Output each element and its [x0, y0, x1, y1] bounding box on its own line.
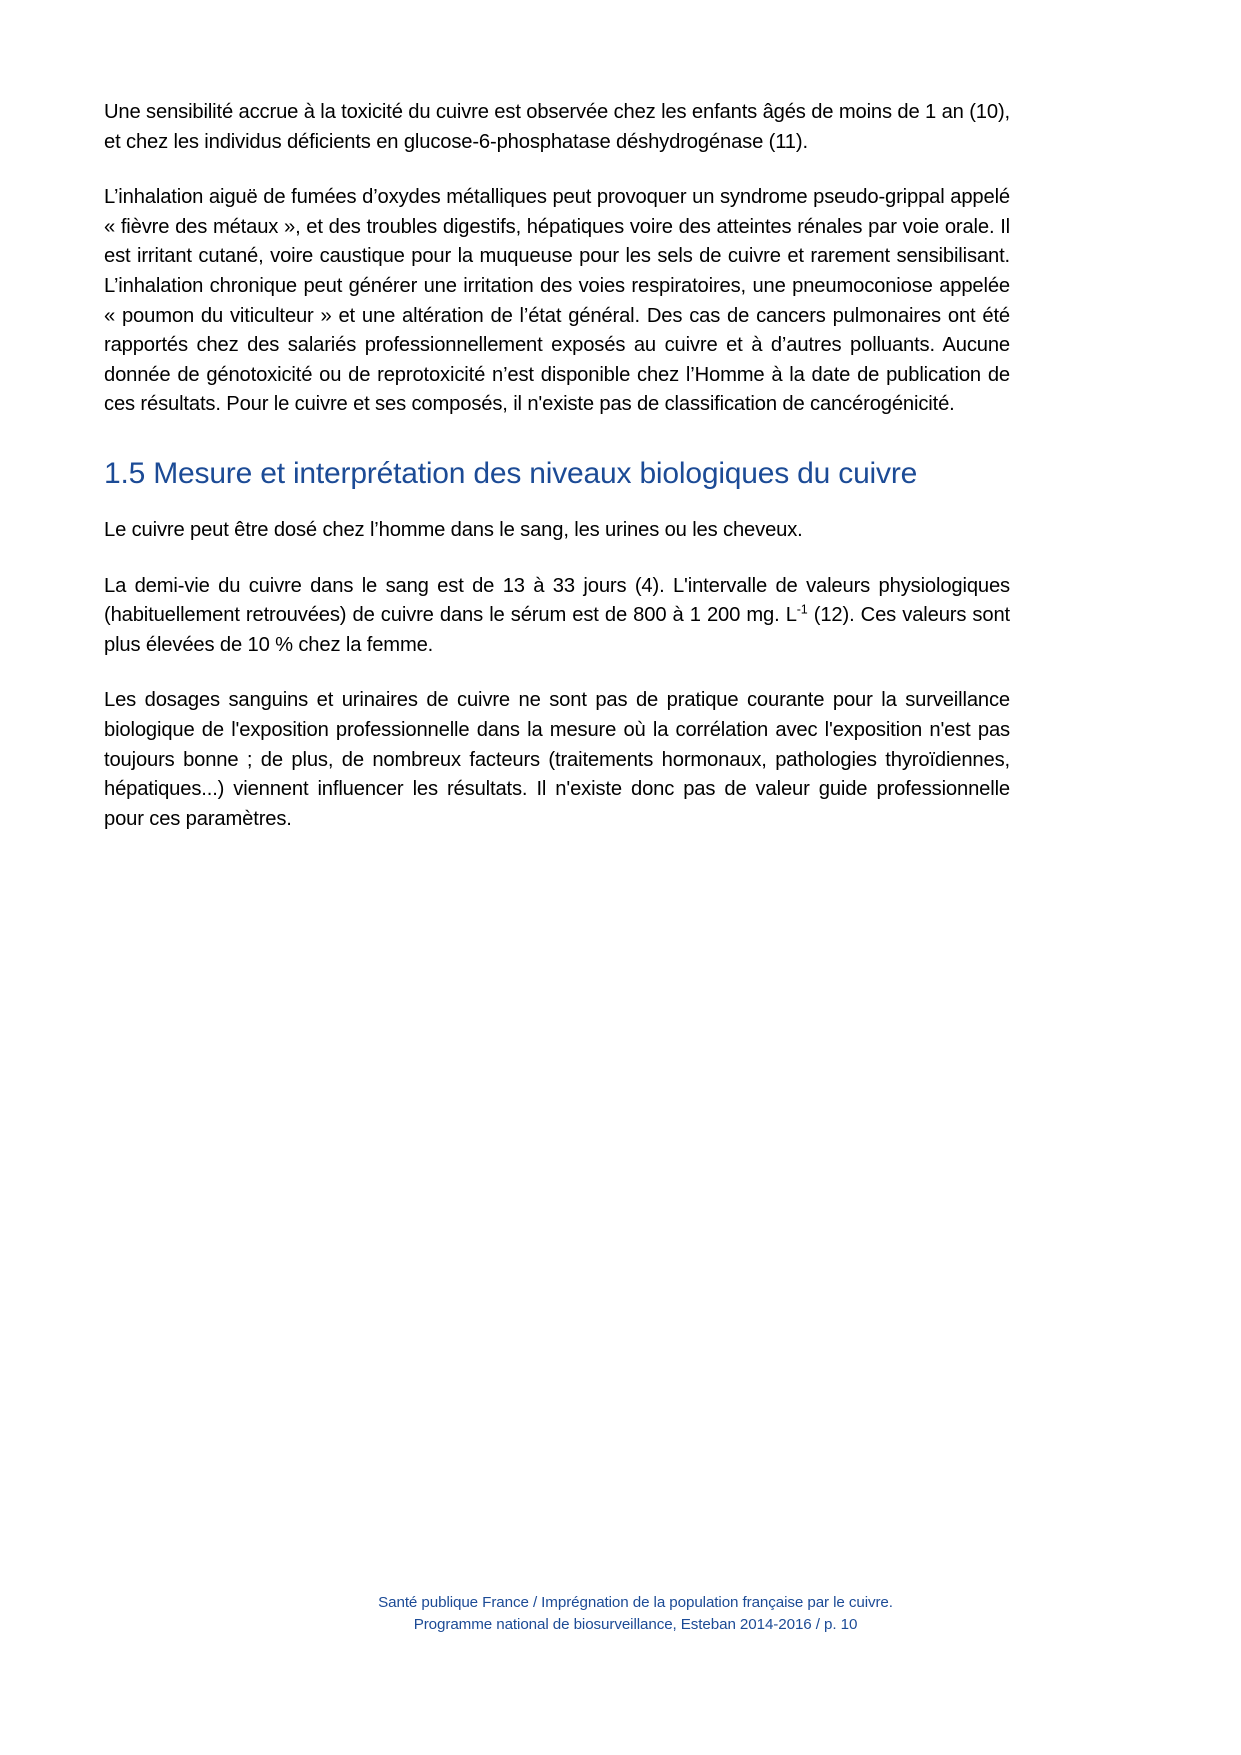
paragraph-sensibilite: Une sensibilité accrue à la toxicité du cuivre est observée chez les enfants âgés de moins de 1 an (10), et chez les individus déficients en glucose-6-phosphatase déshydrogénase (11).: [104, 101, 1010, 153]
footer-line-2: Programme national de biosurveillance, Esteban 2014-2016 / p. 10: [413, 1615, 858, 1633]
section-heading-1-5: 1.5 Mesure et interprétation des niveaux biologiques du cuivre: [104, 456, 918, 490]
paragraph-dosages-sanguins: Les dosages sanguins et urinaires de cuivre ne sont pas de pratique courante pour la surveillance biologique de l'exposition professionnelle dans la mesure où la corrélation avec l'exposition n'est pas toujours bonne ; de plus, de nombreux facteurs (traitements hormonaux, pathologies thyroïdiennes, hépatiques...) viennent influencer les résultats. Il n'existe donc pas de valeur guide professionnelle pour ces paramètres.: [104, 689, 1010, 830]
paragraph-demi-vie-text-after: (12). Ces valeurs sont plus élevées de 10 % chez la femme.: [104, 604, 1010, 656]
paragraph-inhalation: L’inhalation aiguë de fumées d’oxydes métalliques peut provoquer un syndrome pseudo-grippal appelé « fièvre des métaux », et des troubles digestifs, hépatiques voire des atteintes rénales par voie orale. Il est irritant cutané, voire caustique pour la muqueuse pour les sels de cuivre et rarement sensibilisant. L’inhalation chronique peut générer une irritation des voies respiratoires, une pneumoconiose appelée « poumon du viticulteur » et une altération de l’état général. Des cas de cancers pulmonaires ont été rapportés chez des salariés professionnellement exposés au cuivre et à d’autres polluants. Aucune donnée de génotoxicité ou de reprotoxicité n’est disponible chez l’Homme à la date de publication de ces résultats. Pour le cuivre et ses composés, il n'existe pas de classification de cancérogénicité.: [104, 186, 1010, 416]
superscript-exponent: -1: [796, 602, 808, 617]
page-footer: [0, 1592, 1241, 1635]
paragraph-dosage-cuivre: Le cuivre peut être dosé chez l’homme dans le sang, les urines ou les cheveux.: [104, 518, 803, 541]
paragraph-demi-vie: [104, 572, 1010, 661]
footer-line-1: Santé publique France / Imprégnation de la population française par le cuivre.: [378, 1594, 893, 1611]
page-content: [104, 98, 1010, 860]
paragraph-demi-vie-text-before: La demi-vie du cuivre dans le sang est de 13 à 33 jours (4). L'intervalle de valeurs physiologiques (habituellement retrouvées) de cuivre dans le sérum est de 800 à 1 200 mg. L: [104, 574, 1010, 627]
